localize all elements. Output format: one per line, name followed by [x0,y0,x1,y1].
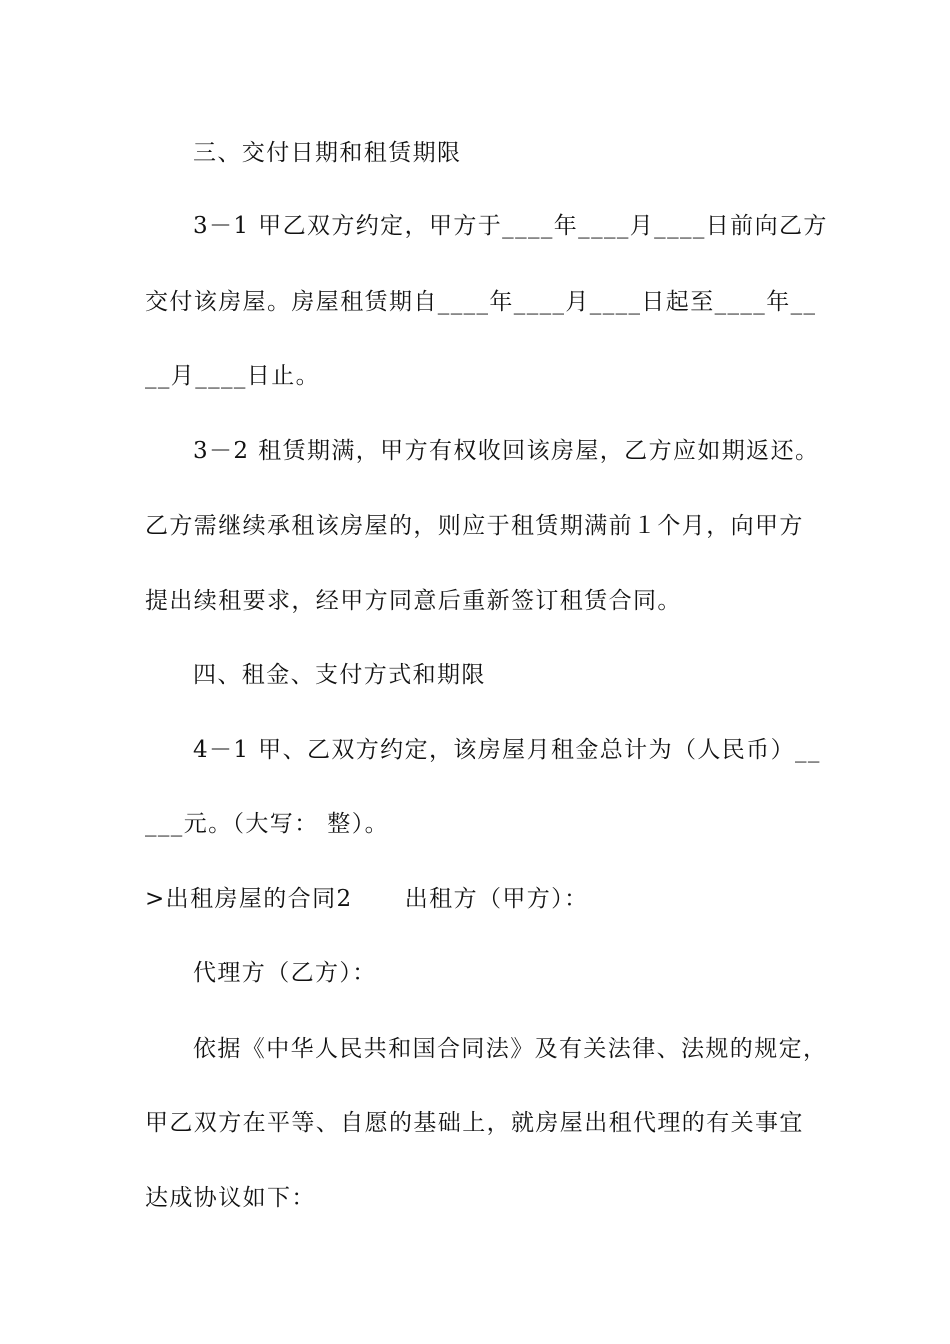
paragraph-line: 达成协议如下： [145,1185,316,1211]
paragraph-line: 乙方需继续承租该房屋的，则应于租赁期满前１个月，向甲方 [145,513,804,539]
paragraph-line: 提出续租要求，经甲方同意后重新签订租赁合同。 [145,588,682,614]
contract-title-line: >出租房屋的合同2 出租方（甲方）： [145,886,589,912]
paragraph-line: 3－1 甲乙双方约定，甲方于____年____月____日前向乙方 [193,213,828,239]
paragraph-line: ___元。（大写： 整）。 [145,811,390,837]
paragraph-line: 4－1 甲、乙双方约定，该房屋月租金总计为（人民币）__ [193,737,821,763]
paragraph-line: 依据《中华人民共和国合同法》及有关法律、法规的规定， [193,1036,828,1062]
paragraph-line: __月____日止。 [145,363,320,389]
paragraph-line: 3－2 租赁期满，甲方有权收回该房屋，乙方应如期返还。 [193,438,820,464]
paragraph-line: 代理方（乙方）： [193,960,377,986]
section-heading-rent: 四、租金、支付方式和期限 [193,662,486,688]
paragraph-line: 甲乙双方在平等、自愿的基础上，就房屋出租代理的有关事宜 [145,1110,804,1136]
section-heading-delivery: 三、交付日期和租赁期限 [193,140,462,166]
paragraph-line: 交付该房屋。房屋租赁期自____年____月____日起至____年__ [145,289,817,315]
